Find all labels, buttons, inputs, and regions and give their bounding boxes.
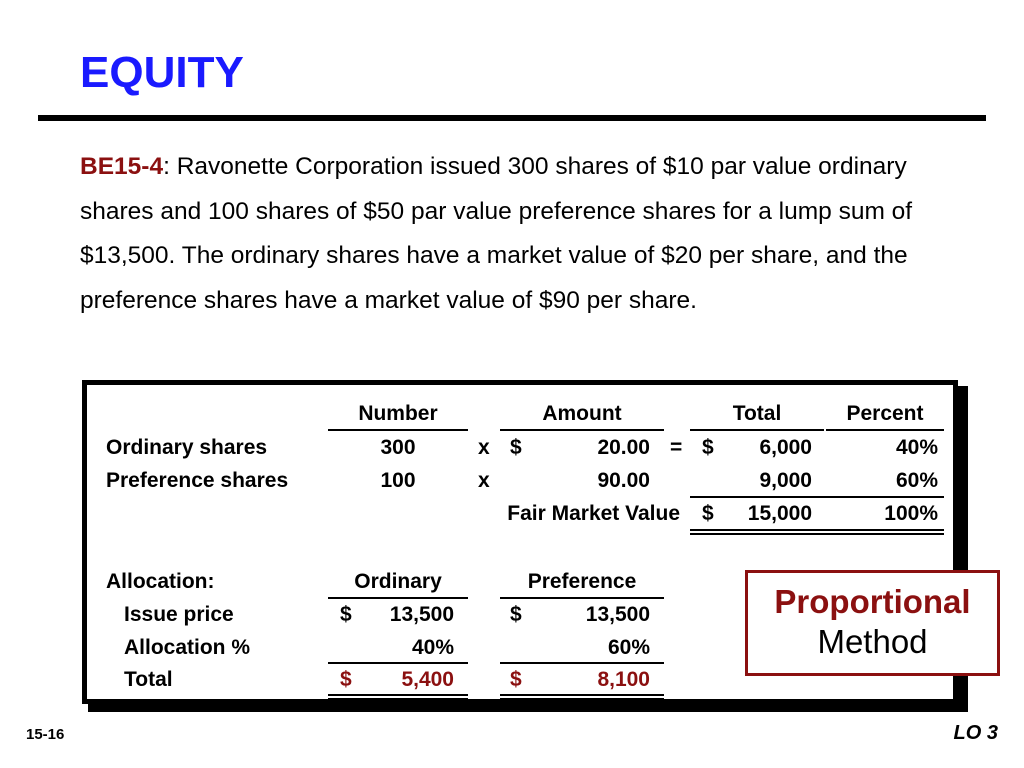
total-label: Total [124, 668, 173, 691]
header-number: Number [358, 402, 438, 425]
row-preference-number: 100 [380, 469, 416, 492]
header-total-underline [690, 429, 824, 431]
row-ordinary-dollar: $ [510, 436, 522, 459]
fmv-dollar: $ [702, 502, 714, 525]
header-preference-underline [500, 597, 664, 599]
row-preference-times: x [478, 469, 490, 492]
header-amount: Amount [542, 402, 622, 425]
row-ordinary-total-dollar: $ [702, 436, 714, 459]
issue-price-pref: 13,500 [585, 603, 650, 626]
issue-price-ord: 13,500 [389, 603, 454, 626]
title-divider [38, 115, 986, 121]
row-ordinary-amount: 20.00 [597, 436, 650, 459]
header-ordinary: Ordinary [354, 570, 442, 593]
slide-title: EQUITY [80, 48, 244, 97]
page-number: 15-16 [26, 726, 65, 743]
total-ord-double-underline [328, 694, 468, 700]
row-preference-percent: 60% [895, 469, 938, 492]
row-ordinary-number: 300 [380, 436, 416, 459]
row-ordinary-label: Ordinary shares [106, 436, 268, 459]
total-pref: 8,100 [597, 668, 650, 691]
issue-price-pref-dollar: $ [510, 603, 522, 626]
method-title: Proportional [774, 583, 971, 620]
total-underline [690, 496, 944, 498]
total-pref-double-underline [500, 694, 664, 700]
header-amount-underline [500, 429, 664, 431]
fmv-double-underline [690, 529, 944, 535]
fmv-label: Fair Market Value [507, 502, 680, 525]
alloc-pct-pref: 60% [607, 636, 650, 659]
allocation-label: Allocation: [106, 570, 215, 593]
header-percent-underline [826, 429, 944, 431]
row-preference-amount: 90.00 [597, 469, 650, 492]
row-preference-total: 9,000 [759, 469, 812, 492]
alloc-pct-label: Allocation % [124, 636, 251, 659]
row-ordinary-total: 6,000 [759, 436, 812, 459]
total-pref-dollar: $ [510, 668, 522, 691]
row-ordinary-percent: 40% [895, 436, 938, 459]
problem-statement [80, 145, 980, 323]
header-number-underline [328, 429, 468, 431]
alloc-ord-underline [328, 662, 468, 664]
header-ordinary-underline [328, 597, 468, 599]
issue-price-label: Issue price [124, 603, 234, 626]
alloc-pref-underline [500, 662, 664, 664]
total-ord: 5,400 [401, 668, 454, 691]
learning-objective: LO 3 [953, 722, 998, 744]
problem-text: : Ravonette Corporation issued 300 shares of $10 par value ordinary shares and 100 shares of $50 par value preference shares for a lump sum of $13,500. The ordinary shares have a market value of $20 per share, and the preference shares have a market value of $90 per share. [80, 153, 913, 314]
method-callout [745, 570, 1000, 676]
total-ord-dollar: $ [340, 668, 352, 691]
header-preference: Preference [527, 570, 637, 593]
issue-price-ord-dollar: $ [340, 603, 352, 626]
row-ordinary-equals: = [670, 436, 683, 459]
header-total: Total [732, 402, 782, 425]
fmv-percent: 100% [884, 502, 938, 525]
row-ordinary-times: x [478, 436, 490, 459]
problem-code: BE15-4 [80, 153, 164, 180]
method-subtitle: Method [817, 623, 928, 660]
alloc-pct-ord: 40% [411, 636, 454, 659]
row-preference-label: Preference shares [106, 469, 289, 492]
header-percent: Percent [846, 402, 924, 425]
fmv-total: 15,000 [747, 502, 812, 525]
